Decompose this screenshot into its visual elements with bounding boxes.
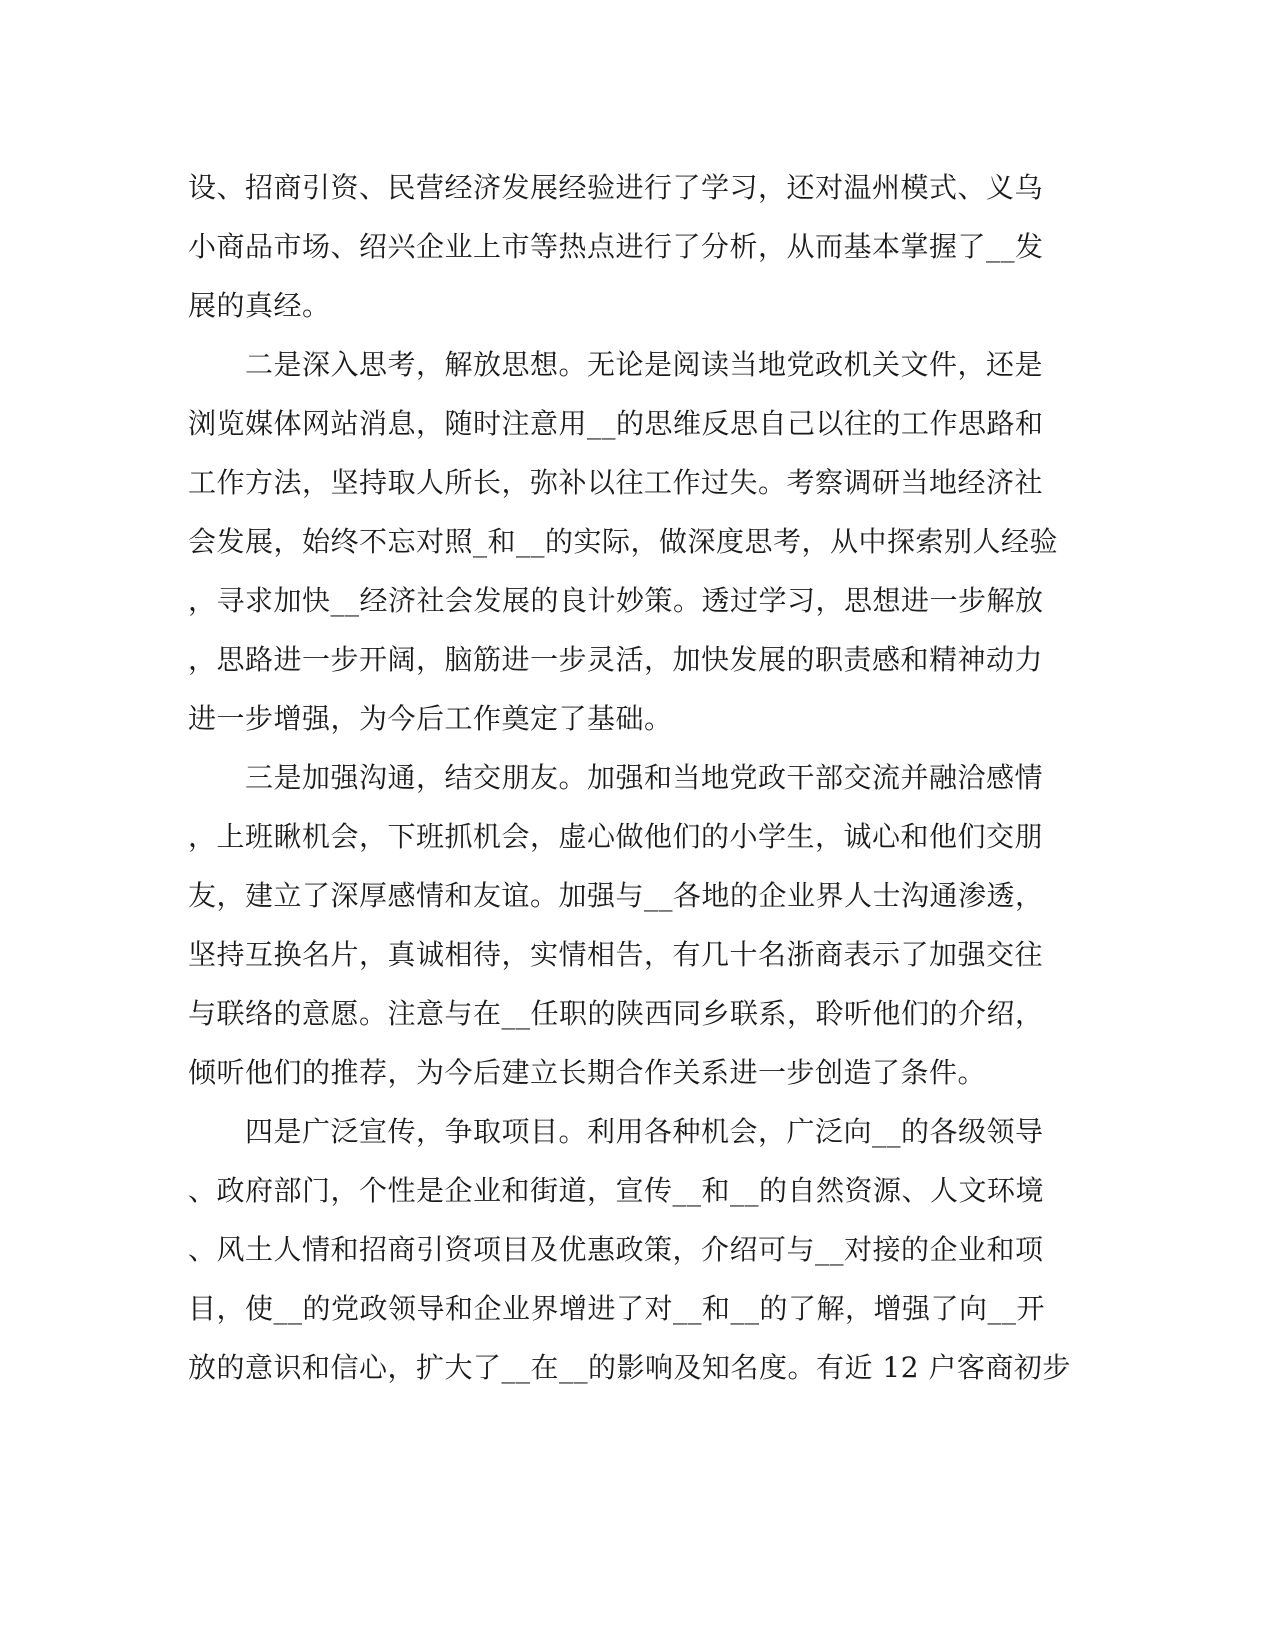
text-line: 小商品市场、绍兴企业上市等热点进行了分析，从而基本掌握了__发 bbox=[188, 230, 1044, 263]
text-line: ，思路进一步开阔，脑筋进一步灵活，加快发展的职责感和精神动力 bbox=[188, 643, 1044, 676]
text-line: 坚持互换名片，真诚相待，实情相告，有几十名浙商表示了加强交往 bbox=[188, 938, 1044, 971]
text-line: 与联络的意愿。注意与在__任职的陕西同乡联系，聆听他们的介绍， bbox=[188, 997, 1044, 1030]
text-line: 展的真经。 bbox=[188, 289, 331, 322]
text-line: 友，建立了深厚感情和友谊。加强与__各地的企业界人士沟通渗透， bbox=[188, 879, 1044, 912]
text-line: 设、招商引资、民营经济发展经验进行了学习，还对温州模式、义乌 bbox=[188, 171, 1044, 204]
text-line: 目，使__的党政领导和企业界增进了对__和__的了解，增强了向__开 bbox=[188, 1292, 1046, 1325]
text-line: 二是深入思考，解放思想。无论是阅读当地党政机关文件，还是 bbox=[188, 348, 1044, 381]
text-line: 进一步增强，为今后工作奠定了基础。 bbox=[188, 702, 673, 735]
text-line: ，上班瞅机会，下班抓机会，虚心做他们的小学生，诚心和他们交朋 bbox=[188, 820, 1044, 853]
text-line: ，寻求加快__经济社会发展的良计妙策。透过学习，思想进一步解放 bbox=[188, 584, 1044, 617]
text-line: 会发展，始终不忘对照_和__的实际，做深度思考，从中探索别人经验 bbox=[188, 525, 1059, 558]
text-line: 、政府部门，个性是企业和街道，宣传__和__的自然资源、人文环境 bbox=[188, 1174, 1045, 1207]
text-line: 、风土人情和招商引资项目及优惠政策，介绍可与__对接的企业和项 bbox=[188, 1233, 1044, 1266]
text-line: 三是加强沟通，结交朋友。加强和当地党政干部交流并融洽感情 bbox=[188, 761, 1044, 794]
text-line: 工作方法，坚持取人所长，弥补以往工作过失。考察调研当地经济社 bbox=[188, 466, 1044, 499]
text-line: 放的意识和信心，扩大了__在__的影响及知名度。有近 12 户客商初步 bbox=[188, 1351, 1071, 1384]
text-line: 倾听他们的推荐，为今后建立长期合作关系进一步创造了条件。 bbox=[188, 1056, 987, 1089]
text-line: 四是广泛宣传，争取项目。利用各种机会，广泛向__的各级领导 bbox=[188, 1115, 1044, 1148]
text-line: 浏览媒体网站消息，随时注意用__的思维反思自己以往的工作思路和 bbox=[188, 407, 1044, 440]
